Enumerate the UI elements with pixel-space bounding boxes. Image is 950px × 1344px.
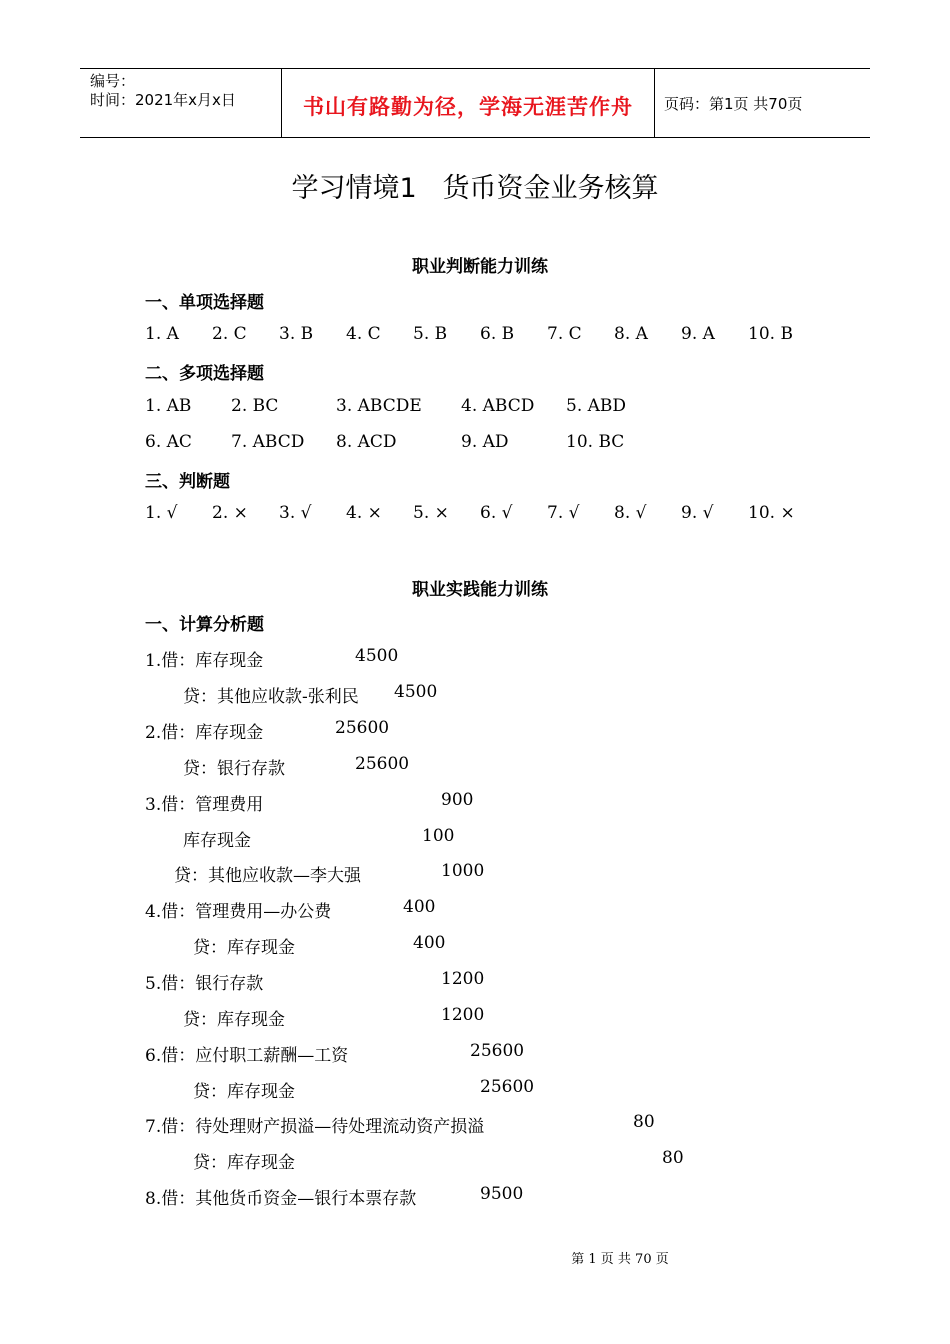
entry-amount: 80 <box>662 1148 684 1168</box>
header-divider <box>654 69 655 137</box>
entry-amount: 25600 <box>480 1077 535 1097</box>
answer: 3. ABCDE <box>336 396 422 416</box>
entry-account: 2.借：库存现金 <box>145 723 264 743</box>
answer: 9. AD <box>461 432 509 452</box>
answer: 6. AC <box>145 432 192 452</box>
entry-account: 贷：库存现金 <box>193 938 295 958</box>
page-footer: 第 1 页 共 70 页 <box>571 1252 669 1267</box>
answer: 6. √ <box>480 503 513 523</box>
entry-amount: 25600 <box>335 718 390 738</box>
entry-account: 贷：库存现金 <box>183 1010 285 1030</box>
header-page-info: 页码：第1页 共70页 <box>664 95 803 113</box>
entry-account: 6.借：应付职工薪酬—工资 <box>145 1046 349 1066</box>
answer: 5. × <box>413 503 449 523</box>
entry-account: 4.借：管理费用—办公费 <box>145 902 332 922</box>
entry-amount: 25600 <box>355 754 410 774</box>
answer: 1. A <box>145 324 179 344</box>
header-motto: 书山有路勤为径，学海无涯苦作舟 <box>303 95 633 119</box>
practice-section-title: 职业实践能力训练 <box>412 580 548 600</box>
answer: 5. ABD <box>566 396 627 416</box>
entry-account: 8.借：其他货币资金—银行本票存款 <box>145 1189 417 1209</box>
answer: 10. B <box>748 324 793 344</box>
header-meta <box>90 72 236 110</box>
entry-account: 库存现金 <box>183 831 251 851</box>
entry-amount: 1200 <box>441 1005 485 1025</box>
entry-amount: 80 <box>633 1112 655 1132</box>
entry-amount: 4500 <box>355 646 399 666</box>
answer: 8. A <box>614 324 648 344</box>
answer: 4. C <box>346 324 381 344</box>
answer: 10. × <box>748 503 795 523</box>
entry-amount: 4500 <box>394 682 438 702</box>
answer: 2. × <box>212 503 248 523</box>
judgment-section-title: 职业判断能力训练 <box>412 257 548 277</box>
answer: 4. ABCD <box>461 396 535 416</box>
answer: 5. B <box>413 324 448 344</box>
header-number: 编号： <box>90 72 136 90</box>
answer: 2. C <box>212 324 247 344</box>
answer: 3. B <box>279 324 314 344</box>
answer: 10. BC <box>566 432 625 452</box>
entry-amount: 400 <box>403 897 436 917</box>
answer: 8. √ <box>614 503 647 523</box>
answer: 7. √ <box>547 503 580 523</box>
entry-amount: 25600 <box>470 1041 525 1061</box>
answer: 1. √ <box>145 503 178 523</box>
answer: 8. ACD <box>336 432 397 452</box>
single-choice-heading: 一、单项选择题 <box>145 293 264 313</box>
entry-amount: 900 <box>441 790 474 810</box>
entry-amount: 400 <box>413 933 446 953</box>
answer: 4. × <box>346 503 382 523</box>
entry-amount: 1200 <box>441 969 485 989</box>
document-title: 学习情境1 货币资金业务核算 <box>291 173 659 204</box>
answer: 1. AB <box>145 396 192 416</box>
answer: 6. B <box>480 324 515 344</box>
header-date: 时间：2021年x月x日 <box>90 91 236 109</box>
entry-account: 贷：其他应收款—李大强 <box>174 866 361 886</box>
answer: 9. A <box>681 324 715 344</box>
entry-account: 5.借：银行存款 <box>145 974 264 994</box>
entry-amount: 9500 <box>480 1184 524 1204</box>
entry-account: 贷：库存现金 <box>193 1153 295 1173</box>
answer: 3. √ <box>279 503 312 523</box>
entry-account: 3.借：管理费用 <box>145 795 264 815</box>
entry-account: 1.借：库存现金 <box>145 651 264 671</box>
entry-account: 7.借：待处理财产损溢—待处理流动资产损溢 <box>145 1117 485 1137</box>
true-false-heading: 三、判断题 <box>145 472 230 492</box>
answer: 7. ABCD <box>231 432 305 452</box>
entry-account: 贷：其他应收款-张利民 <box>183 687 359 707</box>
multiple-choice-heading: 二、多项选择题 <box>145 364 264 384</box>
entry-account: 贷：银行存款 <box>183 759 285 779</box>
answer: 7. C <box>547 324 582 344</box>
entry-amount: 100 <box>422 826 455 846</box>
answer: 2. BC <box>231 396 279 416</box>
calculation-heading: 一、计算分析题 <box>145 615 264 635</box>
page-header <box>80 68 870 138</box>
answer: 9. √ <box>681 503 714 523</box>
entry-account: 贷：库存现金 <box>193 1082 295 1102</box>
entry-amount: 1000 <box>441 861 485 881</box>
